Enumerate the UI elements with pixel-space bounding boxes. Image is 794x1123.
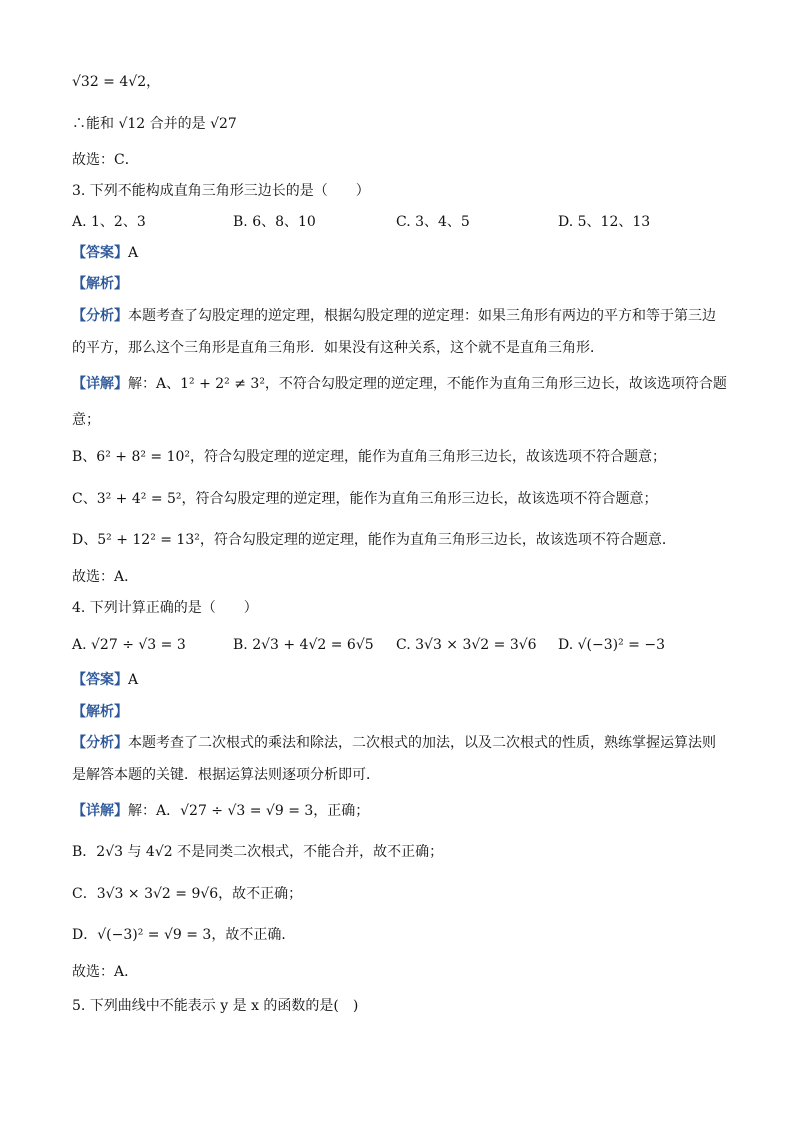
q4-option-c: C. 3√3 × 3√2 = 3√6: [396, 637, 537, 653]
q4-detail-1: [72, 801, 369, 821]
q3-detail-4: D、5² + 12² = 13²，符合勾股定理的逆定理，能作为直角三角形三边长，故该选项不符合题意．: [72, 532, 676, 548]
q3-detail-1b: 意；: [72, 412, 100, 428]
q4-detail-3: C．3√3 × 3√2 = 9√6，故不正确；: [72, 886, 303, 902]
answer-value: A: [128, 245, 139, 261]
fenxi-tag: 【分析】: [72, 308, 128, 324]
answer-tag: 【答案】: [72, 245, 128, 261]
q3-option-a: A. 1、2、3: [72, 214, 146, 230]
q3-answer: [72, 243, 138, 263]
line-merge: ∴能和 √12 合并的是 √27: [72, 116, 237, 132]
q4-choice: 故选：A．: [72, 964, 139, 980]
fenxi-text: 本题考查了二次根式的乘法和除法，二次根式的加法，以及二次根式的性质，熟练掌握运算法则: [128, 735, 716, 751]
question-3: 3. 下列不能构成直角三角形三边长的是（ ）: [72, 183, 370, 199]
q4-option-b: B. 2√3 + 4√2 = 6√5: [233, 637, 374, 653]
q3-choice: 故选：A．: [72, 569, 139, 585]
line-choice-c: 故选：C．: [72, 152, 139, 168]
question-4: 4. 下列计算正确的是（ ）: [72, 600, 258, 616]
q3-detail-1: [72, 374, 727, 394]
q4-fenxi-1: [72, 733, 716, 753]
q4-detail-4: D．√(−3)² = √9 = 3，故不正确．: [72, 927, 296, 943]
q3-detail-2: B、6² + 8² = 10²，符合勾股定理的逆定理，能作为直角三角形三边长，故该选项不符合题意；: [72, 449, 667, 465]
q3-option-b: B. 6、8、10: [233, 214, 316, 230]
q4-option-d: D. √(−3)² = −3: [558, 637, 665, 653]
q4-jiexi: 【解析】: [72, 704, 128, 720]
detail-text: 解：A、1² + 2² ≠ 3²，不符合勾股定理的逆定理，不能作为直角三角形三边长，故该选项符合题: [128, 376, 727, 392]
question-5: 5. 下列曲线中不能表示 y 是 x 的函数的是( ): [72, 998, 359, 1014]
q4-answer: [72, 670, 138, 690]
answer-value: A: [128, 672, 139, 688]
line-sqrt32: √32 = 4√2，: [72, 74, 161, 90]
q4-option-a: A. √27 ÷ √3 = 3: [72, 637, 186, 653]
xiangjie-tag: 【详解】: [72, 376, 128, 392]
detail-text: 解：A．√27 ÷ √3 = √9 = 3，正确；: [128, 803, 370, 819]
q3-option-d: D. 5、12、13: [558, 214, 651, 230]
fenxi-text: 本题考查了勾股定理的逆定理，根据勾股定理的逆定理：如果三角形有两边的平方和等于第三边: [128, 308, 716, 324]
answer-tag: 【答案】: [72, 672, 128, 688]
q3-fenxi-2: 的平方，那么这个三角形是直角三角形．如果没有这种关系，这个就不是直角三角形．: [72, 340, 604, 356]
xiangjie-tag: 【详解】: [72, 803, 128, 819]
q4-detail-2: B．2√3 与 4√2 不是同类二次根式，不能合并，故不正确；: [72, 844, 444, 860]
q3-jiexi: 【解析】: [72, 276, 128, 292]
q3-fenxi-1: [72, 306, 716, 326]
q3-option-c: C. 3、4、5: [396, 214, 470, 230]
q3-detail-3: C、3² + 4² = 5²，符合勾股定理的逆定理，能作为直角三角形三边长，故该选项不符合题意；: [72, 491, 658, 507]
fenxi-tag: 【分析】: [72, 735, 128, 751]
q4-fenxi-2: 是解答本题的关键．根据运算法则逐项分析即可．: [72, 767, 380, 783]
